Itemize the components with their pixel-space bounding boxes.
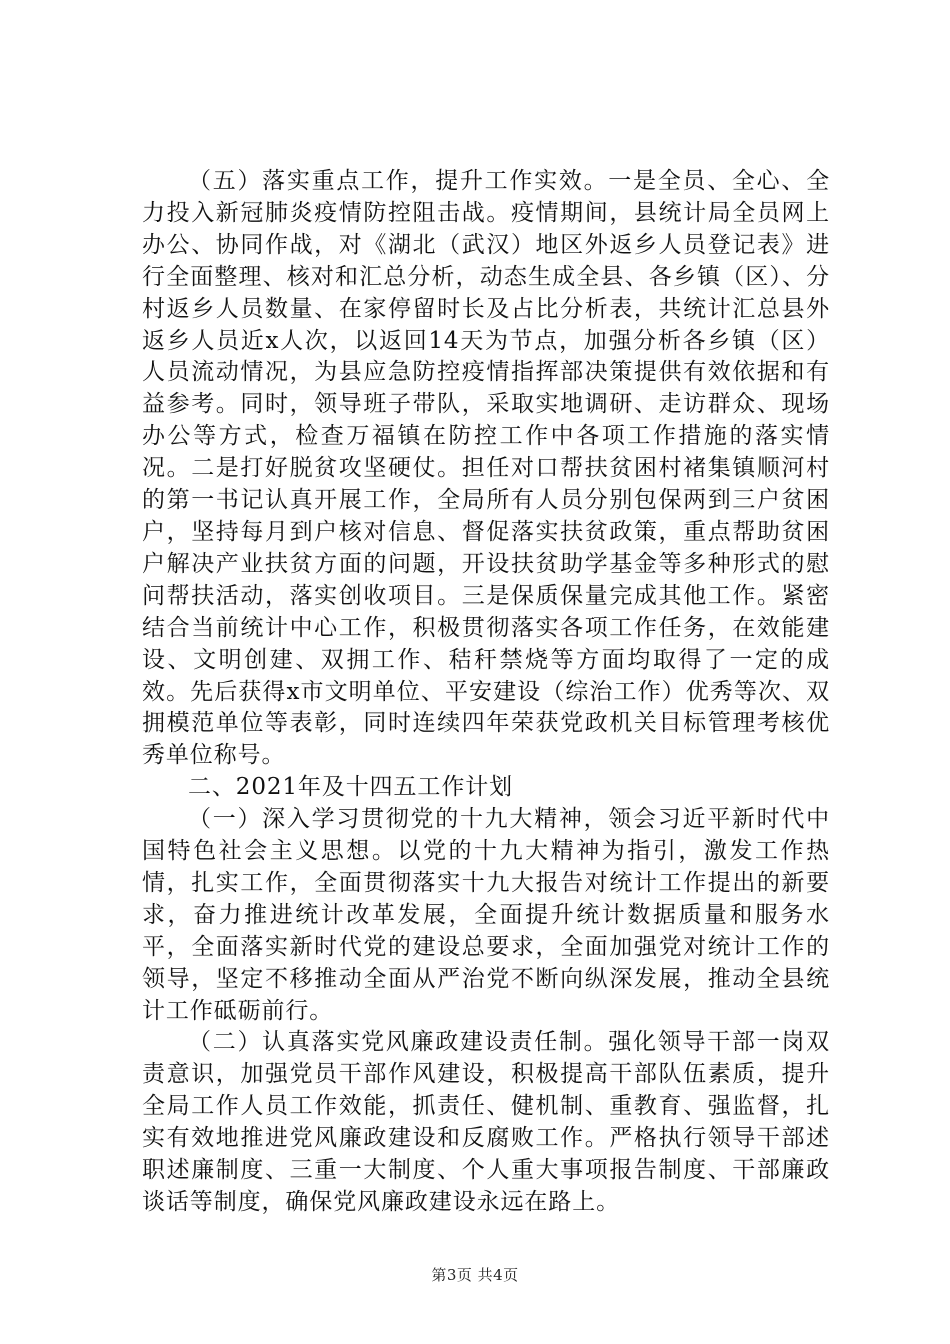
page-footer: 第3页 共4页 <box>431 1266 519 1284</box>
paragraph-plan-1: （一）深入学习贯彻党的十九大精神，领会习近平新时代中国特色社会主义思想。以党的十九大精神为指引，激发工作热情，扎实工作，全面贯彻落实十九大报告对统计工作提出的新要求，奋力推进统计改革发展，全面提升统计数据质量和服务水平，全面落实新时代党的建设总要求，全面加强党对统计工作的领导，坚定不移推动全面从严治党不断向纵深发展，推动全县统计工作砥砺前行。 <box>142 806 830 1024</box>
document-body <box>142 166 830 1219</box>
paragraph-section-5: （五）落实重点工作，提升工作实效。一是全员、全心、全力投入新冠肺炎疫情防控阻击战。疫情期间，县统计局全员网上办公、协同作战，对《湖北（武汉）地区外返乡人员登记表》进行全面整理、核对和汇总分析，动态生成全县、各乡镇（区）、分村返乡人员数量、在家停留时长及占比分析表，共统计汇总县外返乡人员近x人次，以返回14天为节点，加强分析各乡镇（区）人员流动情况，为县应急防控疫情指挥部决策提供有效依据和有益参考。同时，领导班子带队，采取实地调研、走访群众、现场办公等方式，检查万福镇在防控工作中各项工作措施的落实情况。二是打好脱贫攻坚硬仗。担任对口帮扶贫困村褚集镇顺河村的第一书记认真开展工作，全局所有人员分别包保两到三户贫困户，坚持每月到户核对信息、督促落实扶贫政策，重点帮助贫困户解决产业扶贫方面的问题，开设扶贫助学基金等多种形式的慰问帮扶活动，落实创收项目。三是保质保量完成其他工作。紧密结合当前统计中心工作，积极贯彻落实各项工作任务，在效能建设、文明创建、双拥工作、秸秆禁烧等方面均取得了一定的成效。先后获得x市文明单位、平安建设（综治工作）优秀等次、双拥模范单位等表彰，同时连续四年荣获党政机关目标管理考核优秀单位称号。 <box>142 168 830 769</box>
section-heading-plan: 二、2021年及十四五工作计划 <box>188 774 514 801</box>
paragraph-plan-2: （二）认真落实党风廉政建设责任制。强化领导干部一岗双责意识，加强党员干部作风建设，积极提高干部队伍素质，提升全局工作人员工作效能，抓责任、健机制、重教育、强监督，扎实有效地推进党风廉政建设和反腐败工作。严格执行领导干部述职述廉制度、三重一大制度、个人重大事项报告制度、干部廉政谈话等制度，确保党风廉政建设永远在路上。 <box>142 1029 830 1215</box>
